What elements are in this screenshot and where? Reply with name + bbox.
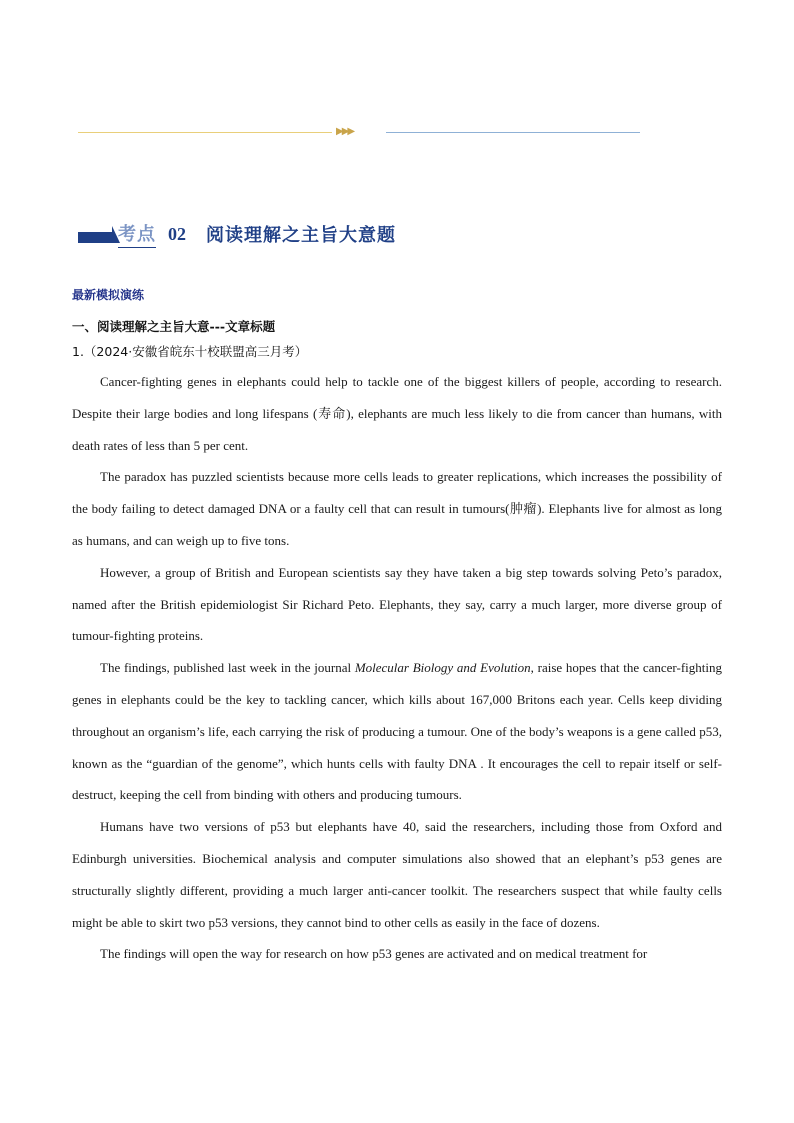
paragraph-2: The paradox has puzzled scientists because more cells leads to greater replications, which increases the possibility of the body failing to detect damaged DNA or a faulty cell that can result in tumours(肿瘤). Elephants live for almost as long as humans, and can weigh up to five tons.: [72, 469, 722, 548]
header-arrows-icon: ▶▶▶: [336, 126, 354, 137]
heading-bar-icon: [78, 232, 112, 243]
part-heading: 一、阅读理解之主旨大意---文章标题: [72, 319, 276, 334]
section-title: 阅读理解之主旨大意题: [206, 225, 396, 246]
paragraph-1: Cancer-fighting genes in elephants could help to tackle one of the biggest killers of people, according to research. Despite their large bodies and long lifespans (寿命), elephants are much less likely to die from cancer than humans, with death rates of less than 5 per cent.: [72, 374, 722, 453]
paragraph-3: However, a group of British and European scientists say they have taken a big step towards solving Peto’s paradox, named after the British epidemiologist Sir Richard Peto. Elephants, they say, carry a much larger, more diverse group of tumour-fighting proteins.: [72, 564, 722, 644]
header-line-right: [386, 132, 640, 133]
header-line-left: [78, 132, 332, 133]
latest-practice-label: 最新模拟演练: [72, 288, 145, 302]
section-heading: [78, 222, 396, 246]
section-number: 02: [168, 223, 186, 244]
paragraph-5: Humans have two versions of p53 but elephants have 40, said the researchers, including those from Oxford and Edinburgh universities. Biochemical analysis and computer simulations also showed that an elephant’s p53 genes are structurally slightly different, providing a much larger anti-cancer toolkit. The researchers suspect that while faulty cells might be able to skirt two p53 versions, they cannot bind to other cells as easily in the face of dozens.: [72, 819, 722, 930]
paragraph-4-rest: , raise hopes that the cancer-fighting genes in elephants could be the key to tackling cancer, which kills about 167,000 Britons each year. Cells keep dividing throughout an organism’s life, each carrying the risk of producing a tumour. One of the body’s weapons is a gene called p53, known as the “guardian of the genome”, which hunts cells with faulty DNA . It encourages the cell to repair itself or self-destruct, keeping the cell from binding with others and producing tumours.: [72, 660, 722, 803]
reading-passage: [72, 366, 722, 970]
section-tag: 考点: [118, 220, 156, 248]
paragraph-4: [72, 652, 722, 811]
paragraph-6: The findings will open the way for research on how p53 genes are activated and on medical treatment for: [100, 946, 648, 962]
question-source: 1.（2024·安徽省皖东十校联盟高三月考）: [72, 344, 308, 359]
header-decoration: [0, 126, 794, 138]
paragraph-4-start: The findings, published last week in the journal: [100, 660, 355, 676]
journal-name: Molecular Biology and Evolution: [354, 660, 531, 676]
